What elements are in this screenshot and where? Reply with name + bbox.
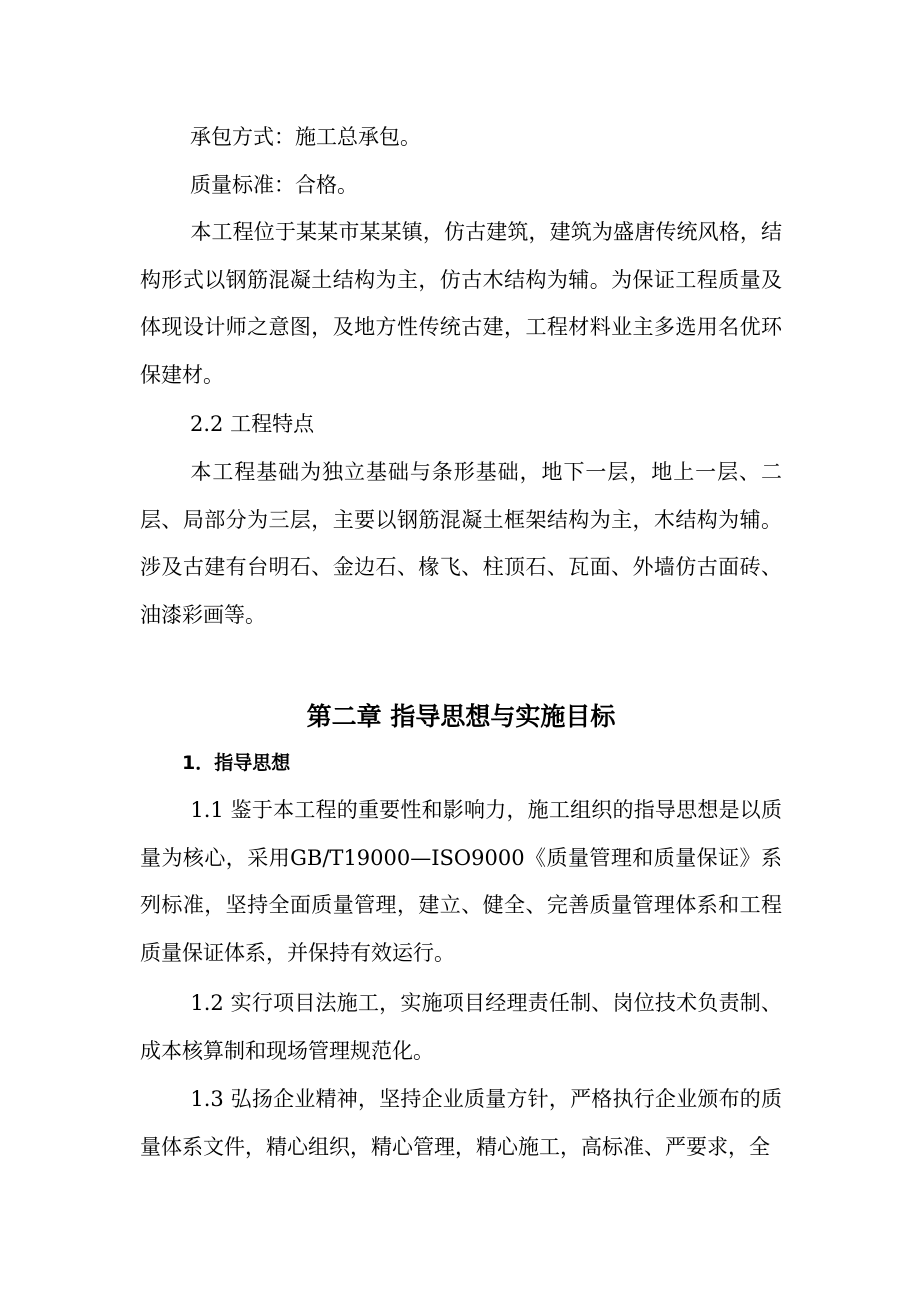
paragraph-1-3: 1.3 弘扬企业精神，坚持企业质量方针，严格执行企业颁布的质量体系文件，精心组织，精心管理，精心施工，高标准、严要求，全 xyxy=(140,1087,782,1159)
chapter-title: 第二章 指导思想与实施目标 xyxy=(306,702,616,731)
project-overview-paragraph: 本工程位于某某市某某镇，仿古建筑，建筑为盛唐传统风格，结构形式以钢筋混凝土结构为主，仿古木结构为辅。为保证工程质量及体现设计师之意图，及地方性传统古建，工程材料业主多选用名优环保建材。 xyxy=(140,220,782,387)
section-guiding-ideology-heading: 1．指导思想 xyxy=(182,752,291,774)
quality-standard-line: 质量标准：合格。 xyxy=(190,173,358,197)
section-2-2-heading: 2.2 工程特点 xyxy=(190,412,315,436)
paragraph-1-1: 1.1 鉴于本工程的重要性和影响力，施工组织的指导思想是以质量为核心，采用GB/T19000—ISO9000《质量管理和质量保证》系列标准，坚持全面质量管理，建立、健全、完善质量管理体系和工程质量保证体系，并保持有效运行。 xyxy=(140,798,782,965)
contract-method-line: 承包方式：施工总承包。 xyxy=(190,125,421,149)
paragraph-1-2: 1.2 实行项目法施工，实施项目经理责任制、岗位技术负责制、成本核算制和现场管理规范化。 xyxy=(140,991,782,1063)
project-features-paragraph: 本工程基础为独立基础与条形基础，地下一层，地上一层、二层、局部分为三层，主要以钢筋混凝土框架结构为主，木结构为辅。涉及古建有台明石、金边石、椽飞、柱顶石、瓦面、外墙仿古面砖、油漆彩画等。 xyxy=(140,460,782,627)
